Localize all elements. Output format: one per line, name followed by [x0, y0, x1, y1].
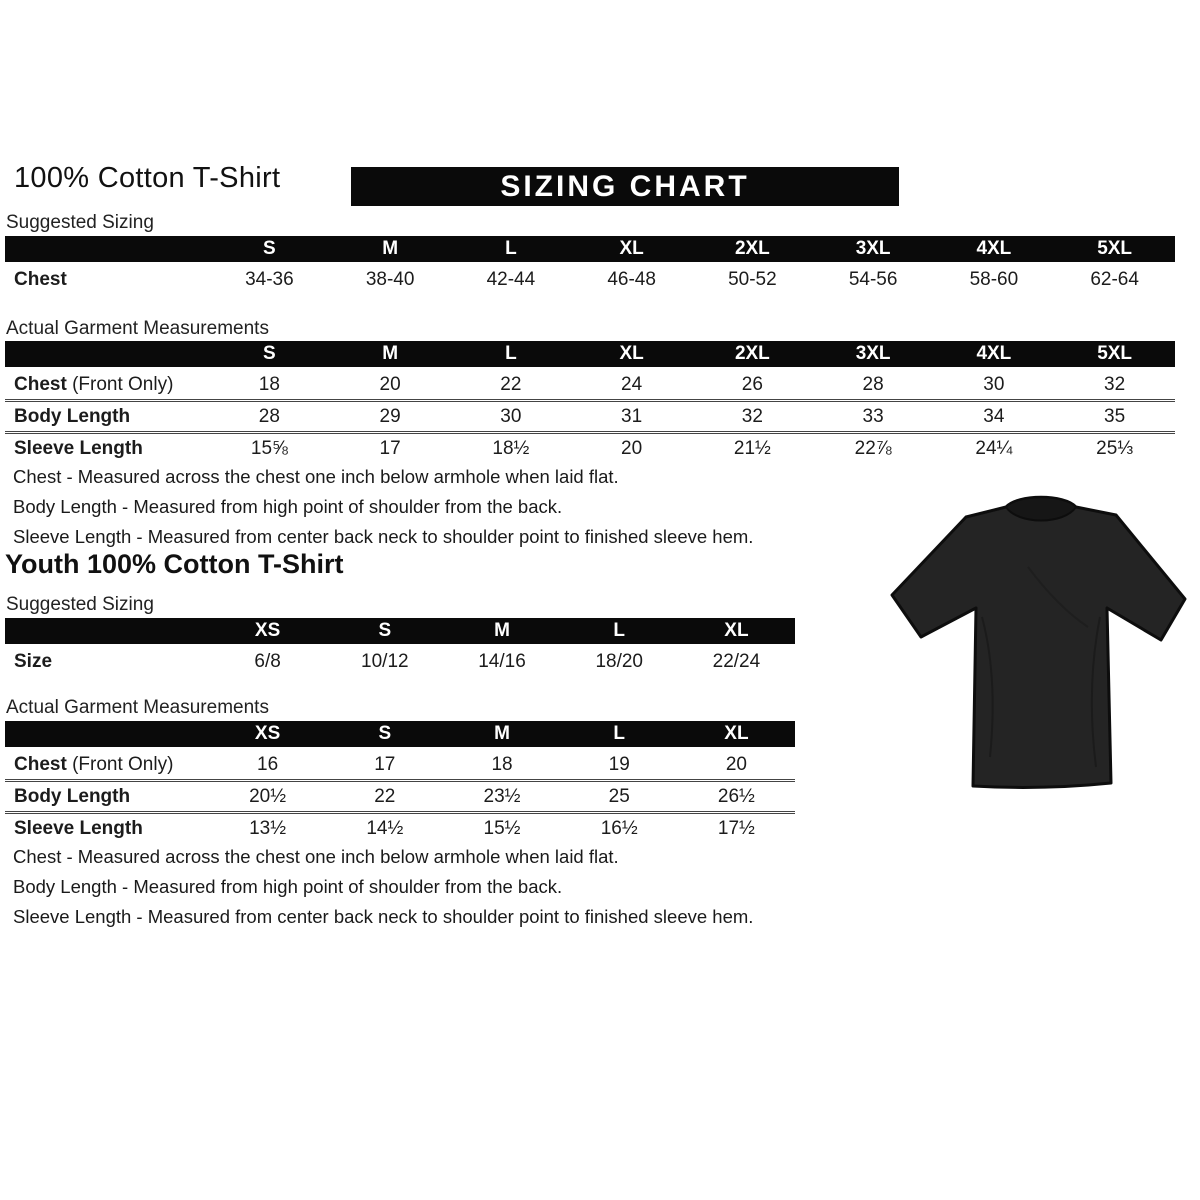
youth-actual-measurements-table [5, 721, 795, 843]
measurement-value: 18 [258, 373, 280, 395]
row-label: Sleeve Length [14, 437, 143, 459]
column-header: L [613, 620, 626, 641]
measurement-value: 20½ [249, 785, 287, 807]
measurement-value: 34 [983, 405, 1005, 427]
column-header: M [382, 343, 399, 364]
measurement-value: 25⅓ [1096, 437, 1134, 459]
measurement-value: 18/20 [595, 650, 643, 672]
column-header: 2XL [734, 238, 770, 259]
column-header: M [382, 238, 399, 259]
measurement-value: 26½ [717, 785, 755, 807]
adult-suggested-sizing-label: Suggested Sizing [6, 212, 154, 233]
adult-note-body-length: Body Length - Measured from high point of shoulder from the back. [13, 496, 563, 517]
column-header: L [505, 343, 517, 364]
table-row [5, 811, 795, 843]
measurement-value: 25 [608, 785, 630, 807]
measurement-value: 18 [491, 753, 513, 775]
measurement-value: 30 [983, 373, 1005, 395]
table-header-row [5, 236, 1175, 262]
tshirt-body-shape [892, 497, 1185, 787]
adult-measurement-notes [13, 462, 753, 552]
column-header: XL [724, 620, 749, 641]
adult-product-title: 100% Cotton T-Shirt [14, 162, 281, 194]
measurement-value: 38-40 [365, 268, 415, 290]
table-header-row [5, 618, 795, 644]
measurement-value: 28 [258, 405, 280, 427]
youth-measurement-notes [13, 842, 753, 932]
row-label: Body Length [14, 785, 131, 807]
measurement-value: 10/12 [361, 650, 409, 672]
row-label: Chest (Front Only) [14, 753, 174, 775]
row-label: Sleeve Length [14, 817, 143, 839]
column-header: M [494, 620, 510, 641]
measurement-value: 18½ [492, 437, 530, 459]
column-header: S [263, 343, 276, 364]
column-header: L [505, 238, 517, 259]
measurement-value: 20 [621, 437, 643, 459]
measurement-value: 54-56 [848, 268, 898, 290]
measurement-value: 46-48 [607, 268, 656, 290]
measurement-value: 24 [621, 373, 643, 395]
black-tshirt-image [878, 477, 1198, 812]
measurement-value: 42-44 [486, 268, 536, 290]
measurement-value: 34-36 [245, 268, 294, 290]
measurement-value: 35 [1104, 405, 1126, 427]
measurement-value: 22 [374, 785, 396, 807]
column-header: S [263, 238, 276, 259]
measurement-value: 29 [379, 405, 401, 427]
measurement-value: 58-60 [969, 268, 1019, 290]
youth-actual-measurements-label: Actual Garment Measurements [6, 697, 269, 718]
measurement-value: 16 [257, 753, 279, 775]
row-label: Size [14, 650, 53, 672]
column-header: XS [254, 620, 281, 641]
measurement-value: 32 [1104, 373, 1126, 395]
measurement-value: 62-64 [1090, 268, 1139, 290]
table-header-row [5, 341, 1175, 367]
measurement-value: 20 [725, 753, 747, 775]
column-header: 3XL [855, 343, 891, 364]
table-row [5, 750, 795, 779]
measurement-value: 13½ [249, 817, 287, 839]
measurement-value: 50-52 [728, 268, 777, 290]
measurement-value: 16½ [600, 817, 638, 839]
column-header: 5XL [1097, 238, 1133, 259]
sizing-chart-banner: SIZING CHART [351, 167, 899, 206]
measurement-value: 22 [500, 373, 522, 395]
column-header: S [378, 620, 392, 641]
column-header: 4XL [976, 238, 1012, 259]
column-header: L [613, 723, 626, 744]
youth-note-body-length: Body Length - Measured from high point of shoulder from the back. [13, 876, 563, 897]
measurement-value: 23½ [483, 785, 521, 807]
measurement-value: 26 [741, 373, 763, 395]
table-row [5, 399, 1175, 431]
column-header: XL [724, 723, 749, 744]
column-header: XS [254, 723, 281, 744]
measurement-value: 17½ [717, 817, 755, 839]
youth-suggested-sizing-table [5, 618, 795, 676]
measurement-value: 30 [500, 405, 522, 427]
measurement-value: 20 [379, 373, 401, 395]
measurement-value: 21½ [733, 437, 771, 459]
table-row [5, 431, 1175, 463]
column-header: XL [619, 238, 644, 259]
column-header: 5XL [1097, 343, 1133, 364]
adult-suggested-sizing-table [5, 236, 1175, 294]
measurement-value: 22/24 [712, 650, 761, 672]
measurement-value: 24¼ [975, 437, 1013, 459]
column-header: 4XL [976, 343, 1012, 364]
measurement-value: 15⅝ [250, 437, 288, 459]
youth-suggested-sizing-label: Suggested Sizing [6, 594, 154, 615]
measurement-value: 17 [379, 437, 401, 459]
youth-product-title: Youth 100% Cotton T-Shirt [5, 549, 344, 579]
adult-note-sleeve-length: Sleeve Length - Measured from center back neck to shoulder point to finished sleeve hem. [13, 526, 754, 547]
measurement-value: 22⅞ [854, 437, 892, 459]
table-row [5, 370, 1175, 399]
measurement-value: 33 [862, 405, 884, 427]
row-label: Chest (Front Only) [14, 373, 174, 395]
column-header: XL [619, 343, 644, 364]
measurement-value: 19 [608, 753, 630, 775]
adult-note-chest: Chest - Measured across the chest one inch below armhole when laid flat. [13, 466, 619, 487]
table-row [5, 647, 795, 676]
measurement-value: 28 [862, 373, 884, 395]
adult-actual-measurements-label: Actual Garment Measurements [6, 318, 269, 339]
measurement-value: 15½ [483, 817, 521, 839]
adult-actual-measurements-table [5, 341, 1175, 463]
table-header-row [5, 721, 795, 747]
measurement-value: 31 [621, 405, 643, 427]
youth-note-sleeve-length: Sleeve Length - Measured from center back neck to shoulder point to finished sleeve hem. [13, 906, 754, 927]
table-row [5, 265, 1175, 294]
table-row [5, 779, 795, 811]
column-header: S [378, 723, 392, 744]
measurement-value: 32 [741, 405, 763, 427]
measurement-value: 14½ [366, 817, 404, 839]
column-header: 3XL [855, 238, 891, 259]
measurement-value: 14/16 [478, 650, 526, 672]
row-label: Chest [14, 268, 67, 290]
measurement-value: 17 [374, 753, 396, 775]
column-header: M [494, 723, 510, 744]
column-header: 2XL [734, 343, 770, 364]
row-label: Body Length [14, 405, 131, 427]
measurement-value: 6/8 [254, 650, 281, 672]
youth-note-chest: Chest - Measured across the chest one inch below armhole when laid flat. [13, 846, 619, 867]
